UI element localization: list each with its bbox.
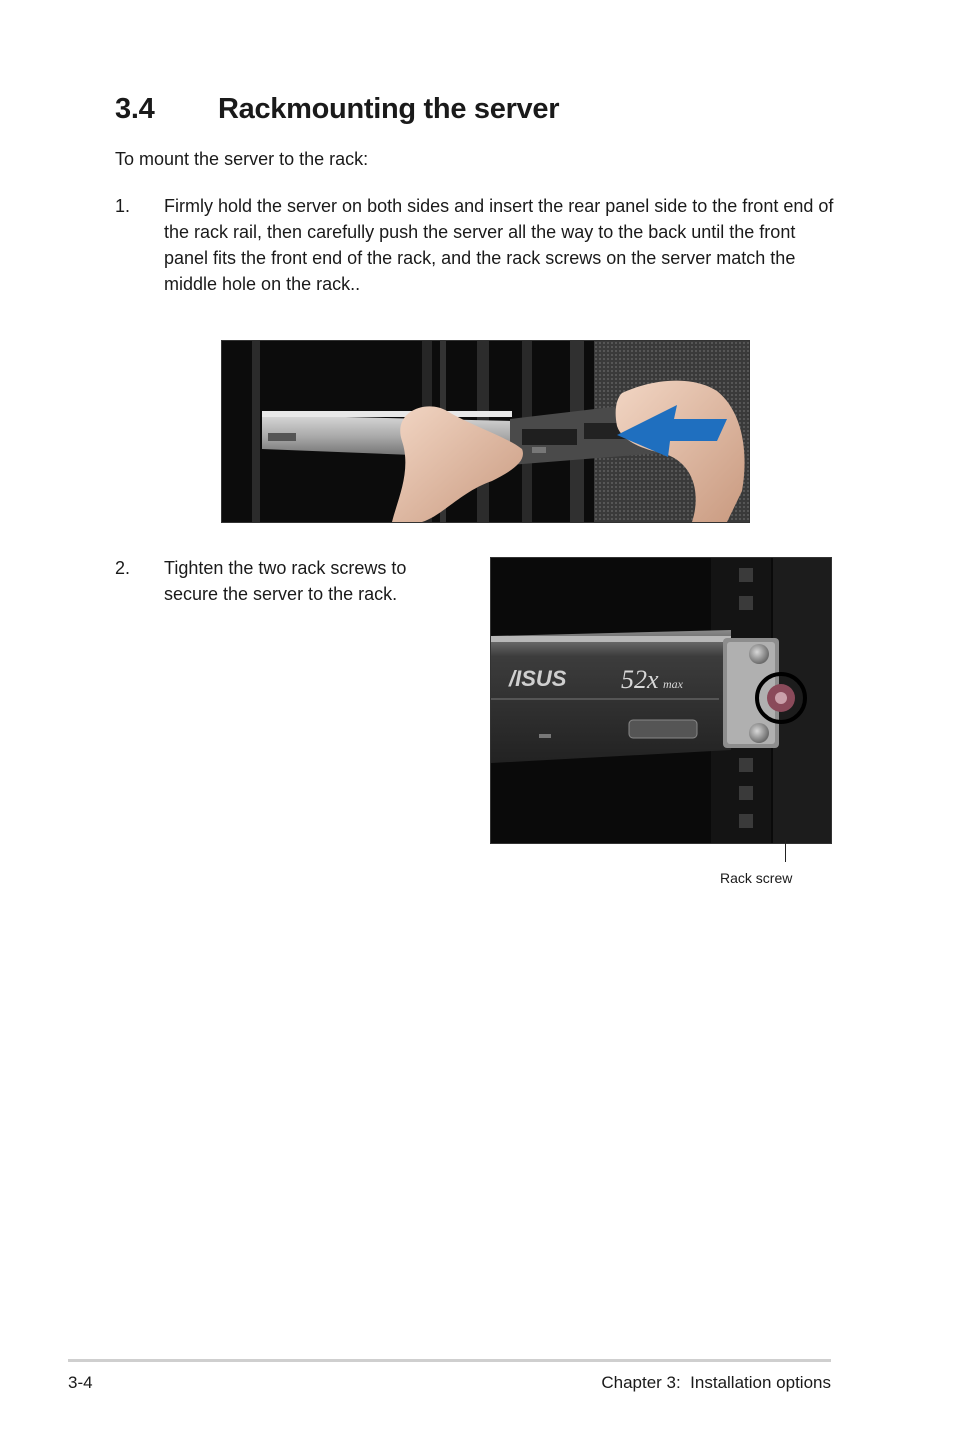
callout-rack-screw: Rack screw xyxy=(720,870,793,886)
footer-divider xyxy=(68,1359,831,1362)
step-1 xyxy=(115,193,845,303)
asus-logo: /ISUS xyxy=(509,666,567,691)
upper-screw-icon xyxy=(749,644,769,664)
rack-screw-illustration xyxy=(491,558,831,843)
step-1-text: Firmly hold the server on both sides and insert the rear panel side to the front end of the rack rail, then carefully push the server all the way to the back until the front panel fits the front end of the rack, and the rack screws on the server match the middle hole on the rack.. xyxy=(164,196,834,294)
step-2-number: 2. xyxy=(115,558,131,578)
figure-insert-server-photo xyxy=(221,340,750,523)
step-1-number: 1. xyxy=(115,196,131,216)
drive-speed-label: 52x xyxy=(621,665,659,694)
drive-speed-suffix: max xyxy=(663,677,683,691)
intro-text: To mount the server to the rack: xyxy=(115,149,369,169)
step-2 xyxy=(115,555,455,615)
section-number: 3.4 xyxy=(115,93,155,125)
page-number: 3-4 xyxy=(68,1373,93,1392)
figure-rack-screw-photo xyxy=(490,557,832,844)
section-title: Rackmounting the server xyxy=(218,93,560,125)
callout-leader-line xyxy=(785,840,786,862)
insert-server-illustration xyxy=(222,341,749,522)
section-heading xyxy=(115,93,559,126)
lower-screw-icon xyxy=(749,723,769,743)
chapter-title: Chapter 3: Installation options xyxy=(601,1373,831,1392)
step-2-text: Tighten the two rack screws to secure the server to the rack. xyxy=(164,558,407,604)
